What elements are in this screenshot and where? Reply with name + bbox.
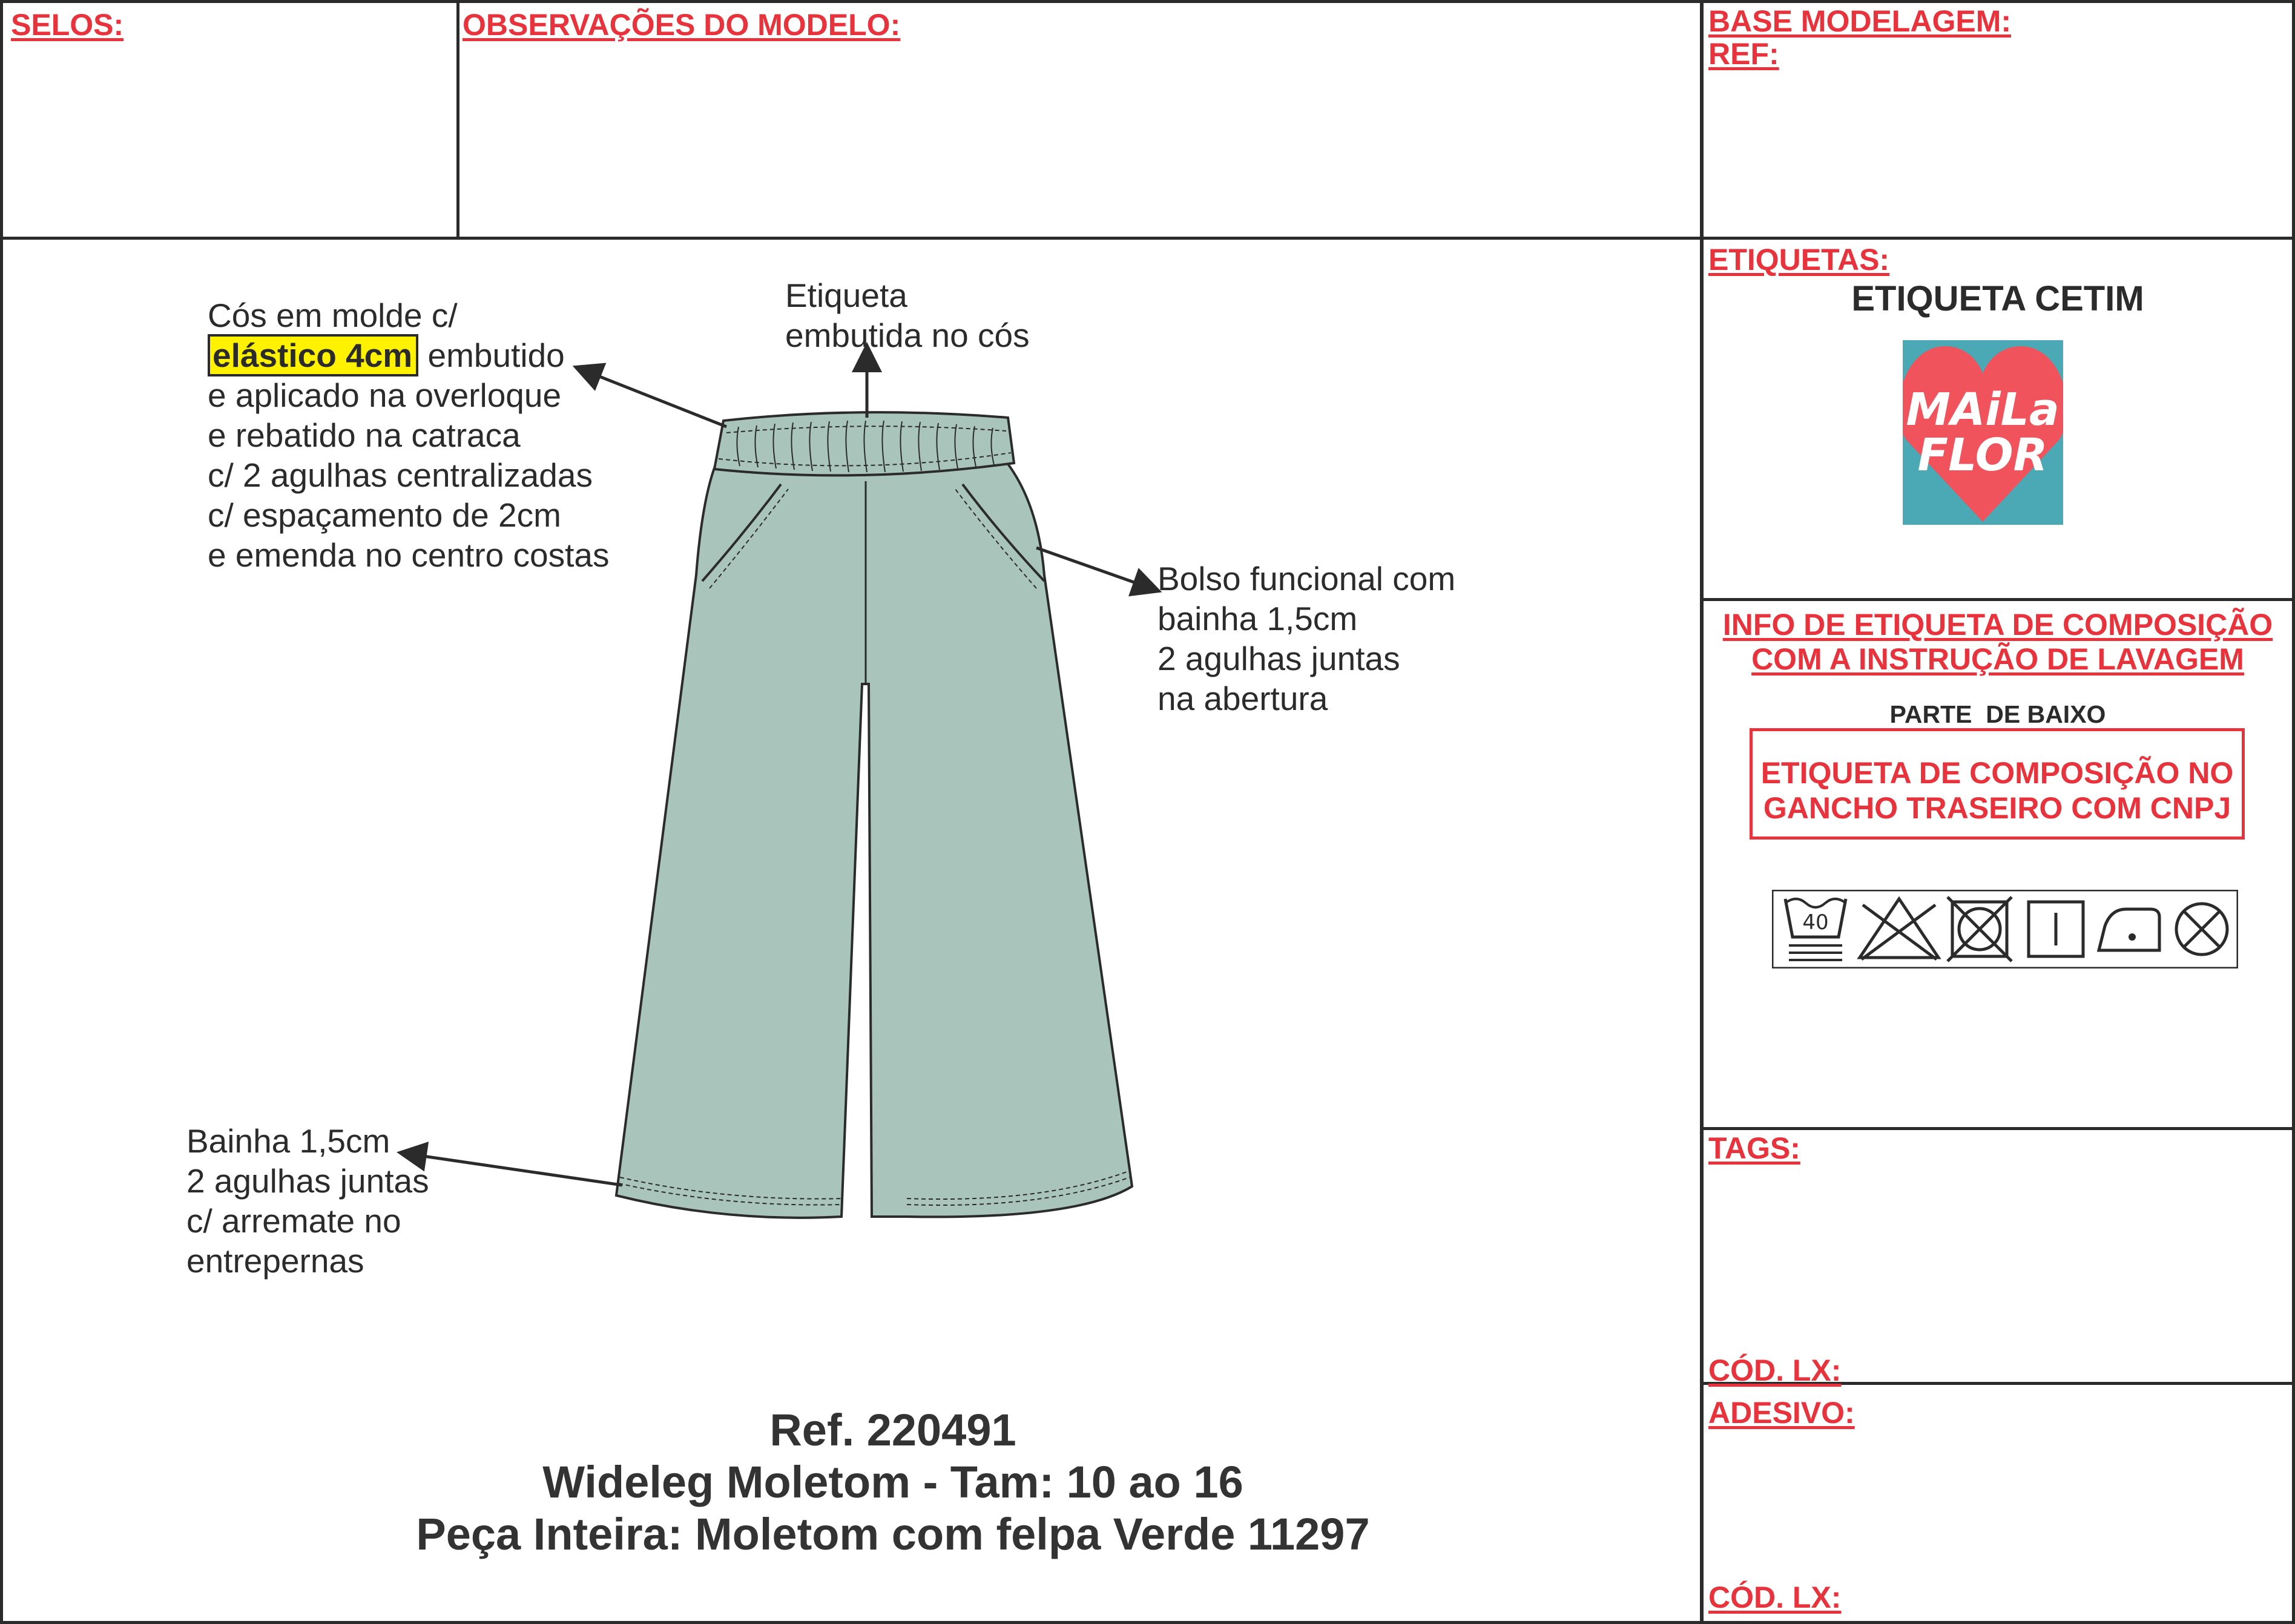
note-waist-line3: e aplicado na overloque [208,376,562,414]
note-label-line2: embutida no cós [785,317,1030,354]
composicao-title-line1: INFO DE ETIQUETA DE COMPOSIÇÃO [1722,608,2273,642]
adesivo-cod-lx-label: CÓD. LX: [1708,1580,1842,1614]
composicao-box-line2: GANCHO TRASEIRO COM CNPJ [1763,791,2231,825]
composicao-box-line1: ETIQUETA DE COMPOSIÇÃO NO [1760,756,2234,790]
logo-text-line1: MAiLa [1906,384,2060,436]
note-pocket-line4: na abertura [1157,680,1328,717]
note-waist-line1: Cós em molde c/ [208,297,458,334]
wash-temp: 40 [1802,910,1829,935]
note-pocket-line3: 2 agulhas juntas [1157,640,1400,677]
frame-right [2292,0,2295,1624]
pants-body [616,460,1132,1218]
product-name: Wideleg Moletom - Tam: 10 ao 16 [542,1457,1243,1507]
note-pocket [1157,559,1455,718]
note-hem [186,1121,429,1281]
note-waist-line5: c/ 2 agulhas centralizadas [208,456,593,494]
note-hem-line1: Bainha 1,5cm [186,1122,390,1160]
note-waist-line7: e emenda no centro costas [208,536,610,574]
logo-text-line2: FLOR [1917,429,2048,481]
parte-de-baixo-label: PARTE DE BAIXO [1889,700,2106,728]
composicao-bottom-divider [1700,1127,2295,1130]
note-hem-line4: entrepernas [186,1242,364,1280]
tags-label: TAGS: [1708,1131,1800,1165]
product-fabric: Peça Inteira: Moletom com felpa Verde 11297 [416,1509,1370,1559]
right-column-divider [1700,0,1704,1624]
maila-flor-logo [1903,340,2063,525]
note-pocket-line1: Bolso funcional com [1157,560,1456,597]
product-ref: Ref. 220491 [769,1405,1016,1455]
note-waist-line6: c/ espaçamento de 2cm [208,496,561,534]
arrow-pocket [1036,548,1156,590]
base-modelagem-label: BASE MODELAGEM: [1708,4,2011,38]
etiquetas-bottom-divider [1700,598,2295,601]
etiqueta-cetim-title: ETIQUETA CETIM [1851,279,2144,318]
tags-cod-lx-label: CÓD. LX: [1708,1353,1842,1387]
note-pocket-line2: bainha 1,5cm [1157,600,1358,637]
note-waist [208,295,609,575]
observacoes-label: OBSERVAÇÕES DO MODELO: [463,8,901,42]
composicao-box [1750,728,2245,840]
adesivo-label: ADESIVO: [1708,1396,1855,1430]
composicao-title-line2: COM A INSTRUÇÃO DE LAVAGEM [1751,642,2244,676]
note-waist-line4: e rebatido na catraca [208,416,521,454]
care-symbols-strip [1772,890,2238,968]
note-label [785,275,1030,355]
arrow-hem [403,1153,622,1185]
selos-label: SELOS: [11,8,124,42]
ref-label: REF: [1708,37,1779,71]
highlight-elastico: elástico 4cm [208,334,418,376]
note-label-line1: Etiqueta [785,277,907,314]
etiquetas-label: ETIQUETAS: [1708,243,1890,277]
note-hem-line2: 2 agulhas juntas [186,1162,429,1200]
note-waist-line2: embutido [418,337,565,374]
note-hem-line3: c/ arremate no [186,1202,401,1240]
